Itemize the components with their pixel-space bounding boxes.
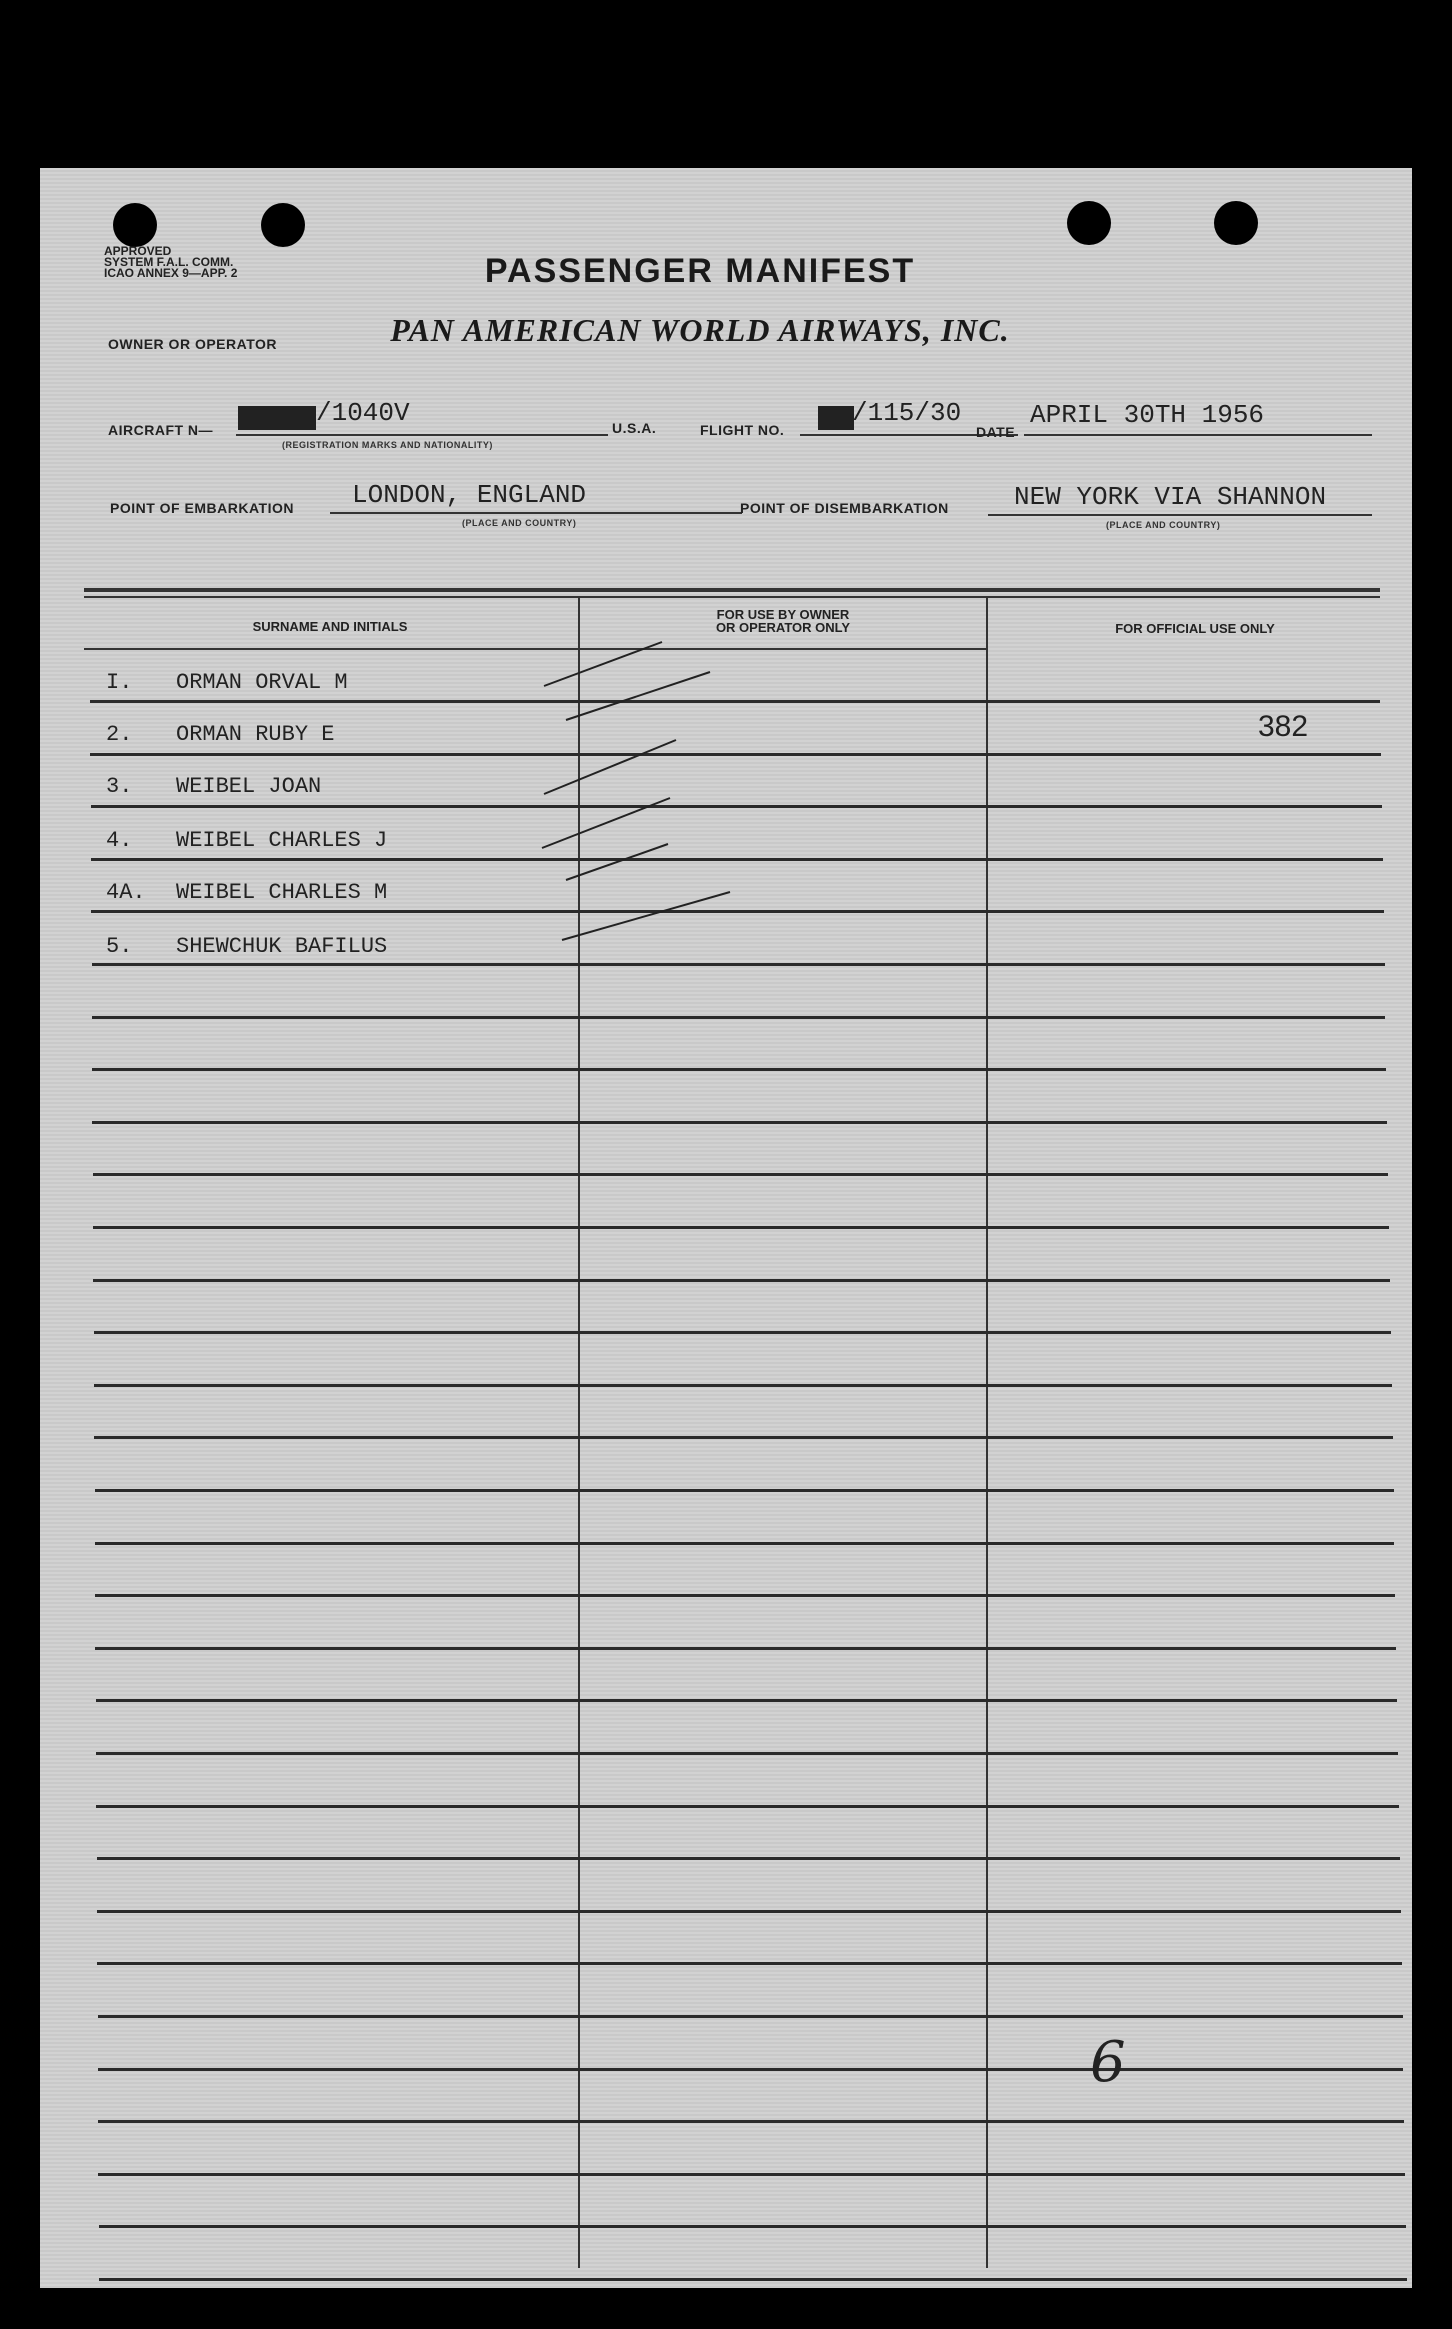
redacted-mark [818, 406, 854, 430]
column-header-surname: SURNAME AND INITIALS [252, 619, 408, 634]
disembarkation-caption: (PLACE AND COUNTRY) [1106, 520, 1221, 530]
table-row-line [98, 2015, 1403, 2018]
table-row-line [94, 1384, 1392, 1387]
table-row-line [92, 1121, 1387, 1124]
table-row-line [92, 963, 1385, 966]
table-row-line [96, 1752, 1398, 1755]
disembarkation-label: POINT OF DISEMBARKATION [740, 500, 949, 516]
passenger-name: WEIBEL CHARLES M [176, 880, 388, 905]
column-header-owner-line2: OR OPERATOR ONLY [715, 620, 851, 635]
passenger-number: 4. [106, 828, 133, 853]
passenger-name: ORMAN ORVAL M [176, 670, 348, 695]
disembarkation-value: NEW YORK VIA SHANNON [1014, 482, 1327, 512]
column-header-owner-line1: FOR USE BY OWNER [716, 607, 850, 622]
table-row-line [94, 1331, 1391, 1334]
approval-line: SYSTEM F.A.L. COMM. [104, 255, 234, 269]
check-marks [540, 630, 740, 950]
aircraft-label: AIRCRAFT N— [108, 422, 214, 438]
table-row-line [92, 1016, 1386, 1019]
passenger-name: WEIBEL CHARLES J [176, 828, 388, 853]
table-row-line [93, 1279, 1390, 1282]
table-row-line [98, 2120, 1404, 2123]
embarkation-caption: (PLACE AND COUNTRY) [462, 518, 577, 528]
table-row-line [95, 1542, 1395, 1545]
passenger-number: I. [106, 670, 133, 695]
date-label: DATE [976, 424, 1016, 440]
aircraft-value: /1040V [316, 398, 410, 428]
passenger-number: 2. [106, 722, 133, 747]
approval-line: ICAO ANNEX 9—APP. 2 [104, 266, 238, 280]
table-row-line [93, 1173, 1388, 1176]
table-row-line [98, 2173, 1405, 2176]
punch-hole [113, 203, 157, 247]
table-row-line [93, 1226, 1389, 1229]
table-row-line [95, 1489, 1394, 1492]
passenger-name: ORMAN RUBY E [176, 722, 335, 747]
table-row-line [97, 1962, 1401, 1965]
handwritten-mark: 6 [1090, 2030, 1126, 2095]
registration-caption: (REGISTRATION MARKS AND NATIONALITY) [282, 440, 493, 450]
table-row-line [99, 2225, 1406, 2228]
embarkation-label: POINT OF EMBARKATION [110, 500, 294, 516]
passenger-number: 3. [106, 774, 133, 799]
approval-line: APPROVED [104, 244, 172, 258]
owner-label: OWNER OR OPERATOR [108, 336, 277, 352]
column-header-official: FOR OFFICIAL USE ONLY [1115, 621, 1275, 636]
table-row-line [96, 1699, 1397, 1702]
redacted-mark [238, 406, 316, 430]
punch-hole [1067, 201, 1111, 245]
passenger-number: 4A. [106, 880, 146, 905]
table-row-line [94, 1436, 1392, 1439]
usa-label: U.S.A. [612, 420, 657, 436]
passenger-name: SHEWCHUK BAFILUS [176, 934, 388, 959]
embarkation-value: LONDON, ENGLAND [352, 480, 587, 510]
table-row-line [97, 1857, 1400, 1860]
table-row-line [98, 2068, 1404, 2071]
official-note: 382 [1258, 710, 1309, 743]
page-title: PASSENGER MANIFEST [484, 252, 916, 290]
passenger-number: 5. [106, 934, 133, 959]
table-row-line [99, 2278, 1407, 2281]
punch-hole [261, 203, 305, 247]
date-value: APRIL 30TH 1956 [1030, 400, 1265, 430]
table-row-line [96, 1805, 1399, 1808]
airline-name: PAN AMERICAN WORLD AIRWAYS, INC. [390, 312, 1010, 348]
flight-value: /115/30 [852, 398, 962, 428]
punch-hole [1214, 201, 1258, 245]
table-row-line [95, 1594, 1395, 1597]
table-row-line [92, 1068, 1386, 1071]
table-row-line [95, 1647, 1396, 1650]
flight-label: FLIGHT NO. [700, 422, 785, 438]
table-row-line [97, 1910, 1401, 1913]
passenger-name: WEIBEL JOAN [176, 774, 322, 799]
